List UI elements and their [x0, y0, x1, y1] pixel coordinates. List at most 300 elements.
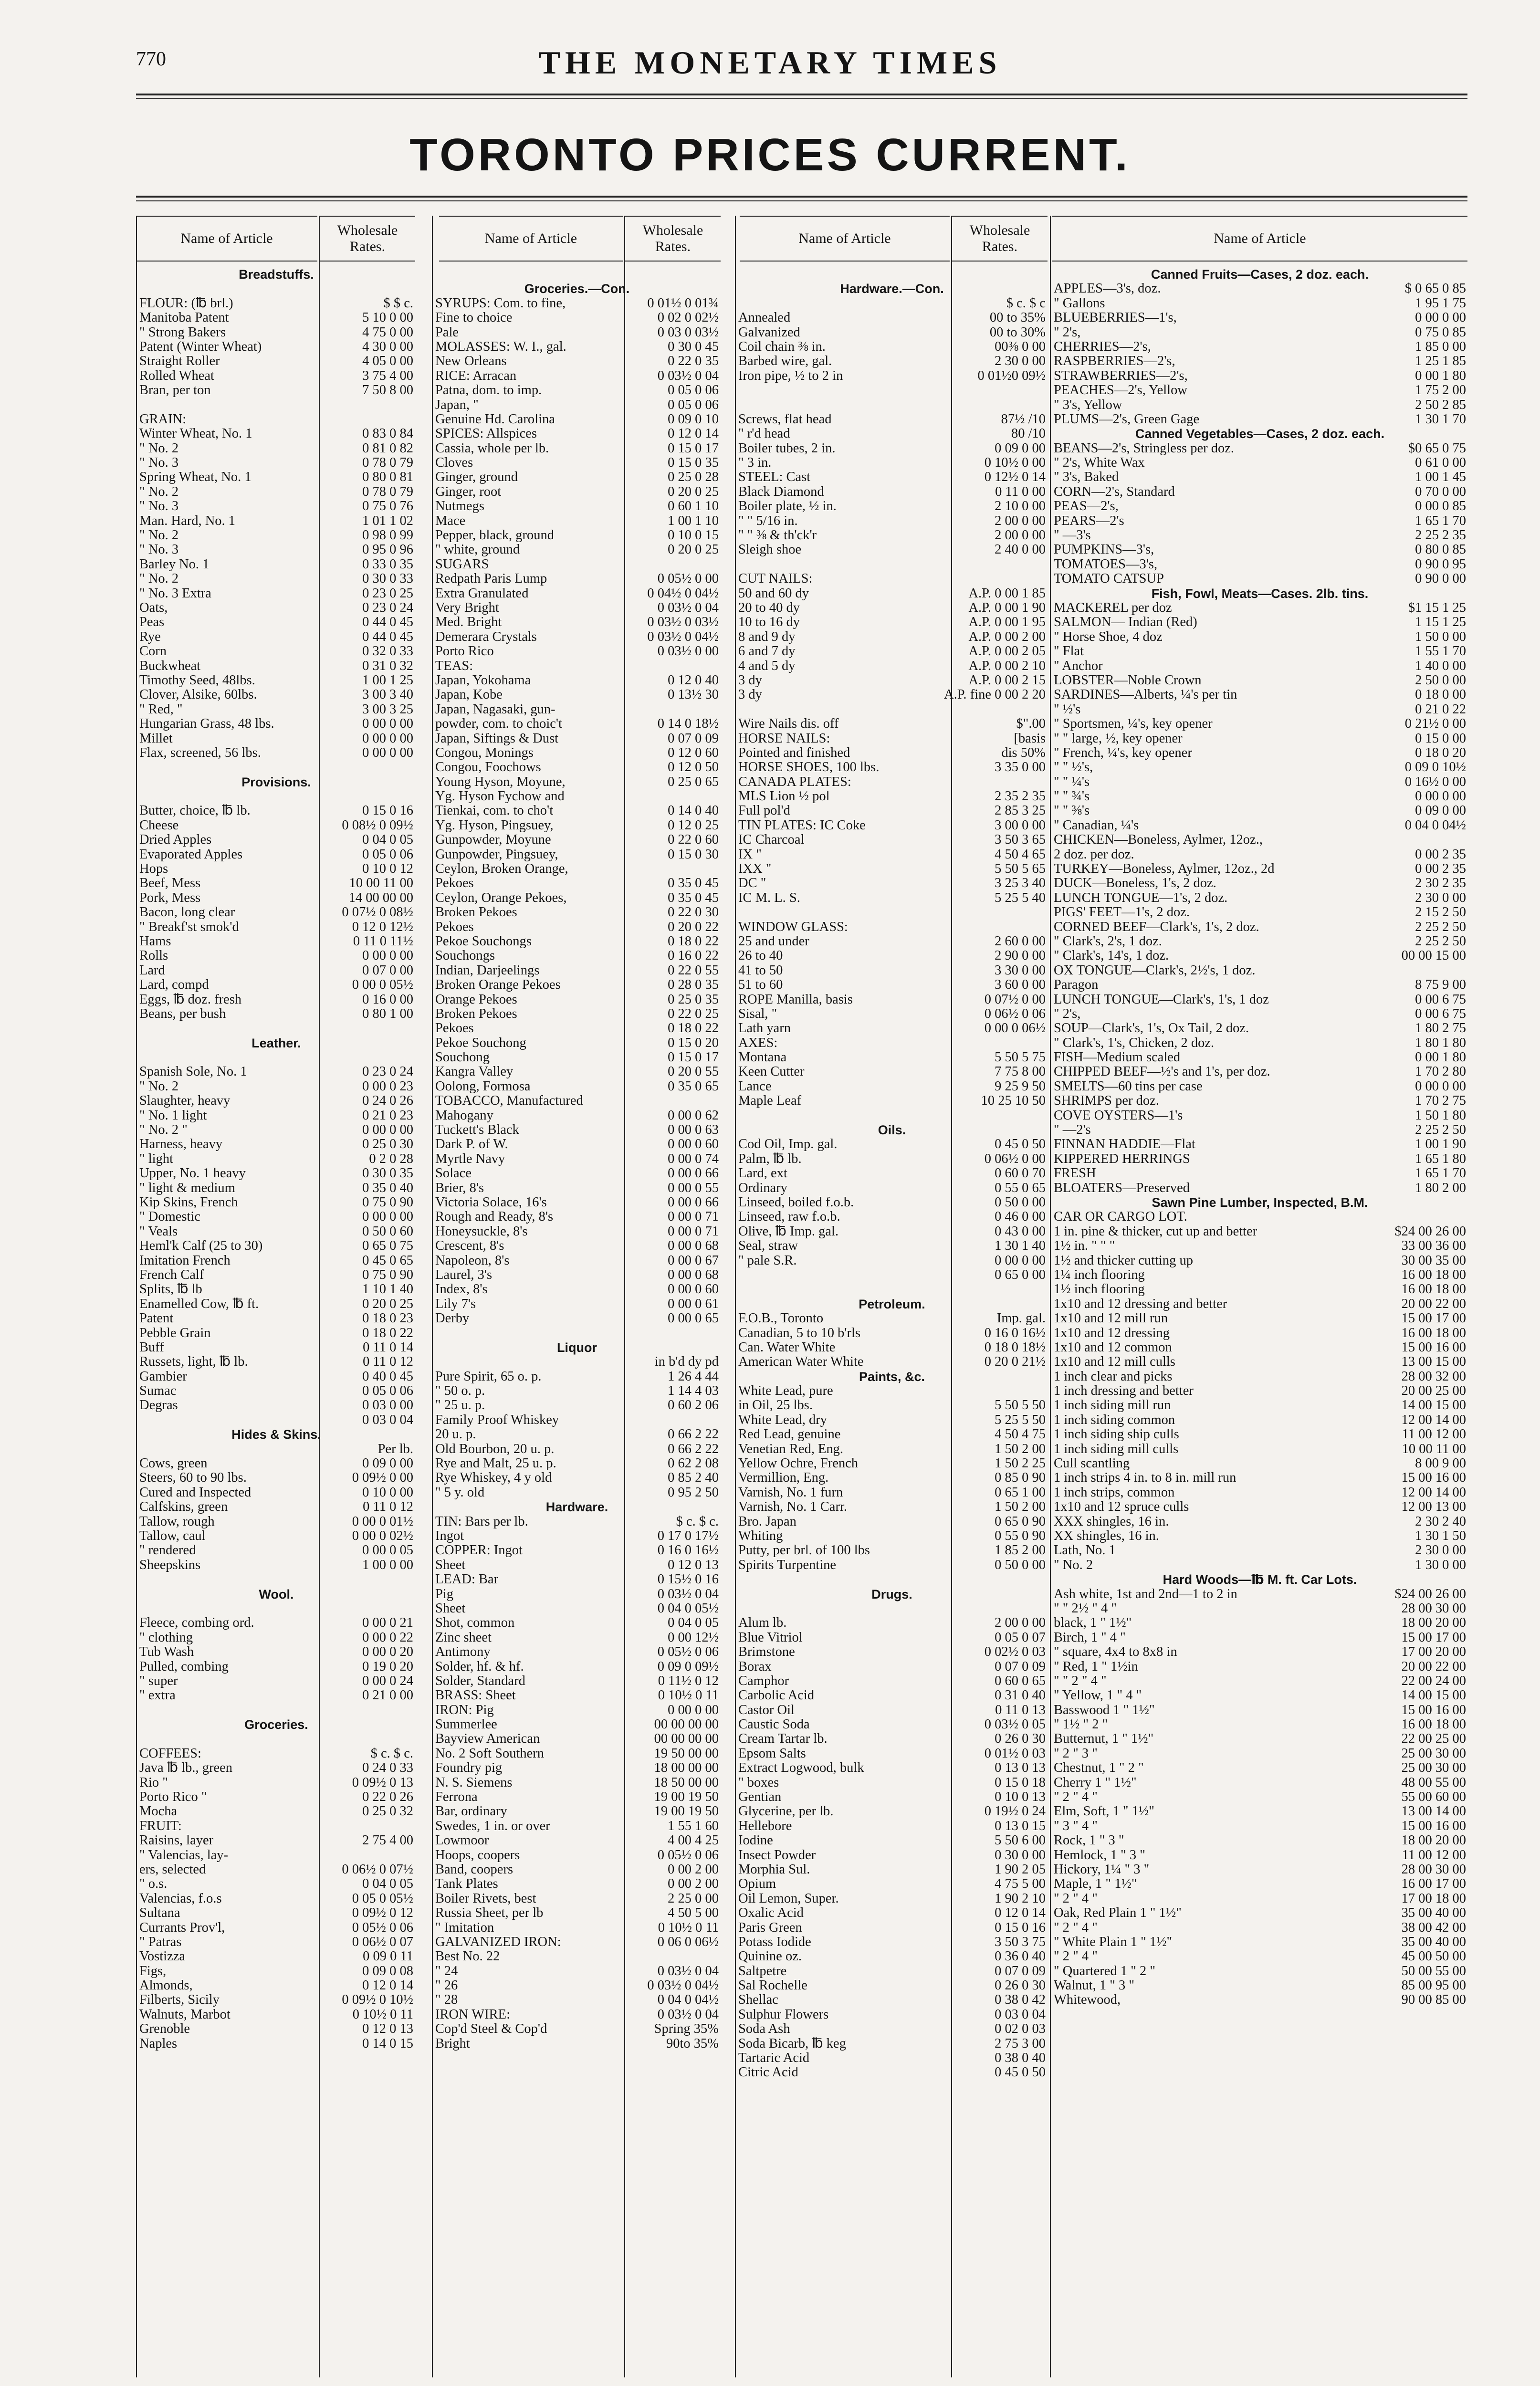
wholesale-rate: 0 31 0 32	[362, 659, 413, 673]
wholesale-rate: Per lb.	[377, 1442, 413, 1456]
price-row	[738, 1732, 1046, 1746]
article-name: Porto Rico	[435, 644, 494, 659]
wholesale-rate: 2 30 0 00	[995, 354, 1046, 369]
section-heading: Hides & Skins.	[231, 1427, 321, 1442]
price-row	[1054, 1471, 1466, 1485]
price-row	[738, 1819, 1046, 1833]
price-row	[1054, 499, 1466, 513]
price-row	[435, 1616, 719, 1630]
wholesale-rate: 2 25 2 50	[1415, 920, 1466, 934]
wholesale-rate: 0 00 0 63	[668, 1123, 719, 1138]
wholesale-rate: 0 01½ 0 03	[984, 1746, 1046, 1761]
price-row	[139, 1340, 413, 1355]
price-row	[738, 325, 1046, 340]
price-row	[1054, 804, 1466, 818]
wholesale-rate: 0 00 0 61	[668, 1297, 719, 1311]
article-name: Millet	[139, 731, 173, 746]
wholesale-rate: 1 01 1 02	[362, 513, 413, 528]
price-row	[139, 369, 413, 383]
section-heading: Hardware.—Con.	[840, 282, 944, 296]
wholesale-rate: 0 05 0 06	[668, 383, 719, 398]
wholesale-rate: 0 00 6 75	[1415, 1006, 1466, 1021]
price-row	[1054, 1210, 1466, 1224]
wholesale-rate: 0 38 0 40	[995, 2051, 1046, 2066]
wholesale-rate: 0 18 0 18½	[984, 1340, 1046, 1355]
article-name	[139, 789, 410, 804]
wholesale-rate: 2 30 2 40	[1415, 1514, 1466, 1529]
article-name: Raisins, layer	[139, 1833, 214, 1848]
wholesale-rate: 0 14 0 15	[362, 2036, 413, 2051]
article-name: Clover, Alsike, 60lbs.	[139, 688, 257, 702]
wholesale-rate: 0 07½ 0 00	[984, 992, 1046, 1007]
wholesale-rate	[410, 1703, 413, 1717]
wholesale-rate: 0 18 0 22	[668, 1021, 719, 1036]
price-row	[435, 1079, 719, 1094]
wholesale-rate: 0 00 0 67	[668, 1253, 719, 1268]
price-row	[139, 470, 413, 484]
wholesale-rate: 0 62 2 08	[668, 1456, 719, 1471]
wholesale-rate: 0 03½ 0 04	[657, 2007, 719, 2022]
price-row	[1054, 1587, 1466, 1601]
wholesale-rate: 0 05 0 06	[362, 1384, 413, 1399]
article-name: Sulphur Flowers	[738, 2007, 829, 2022]
wholesale-rate: 1 00 1 10	[668, 513, 719, 528]
wholesale-rate	[1043, 557, 1046, 572]
price-row	[738, 528, 1046, 543]
article-name: Summerlee	[435, 1717, 497, 1732]
price-row	[738, 659, 1046, 673]
wholesale-rate	[716, 659, 719, 673]
wholesale-rate: 0 00 2 35	[1415, 862, 1466, 877]
wholesale-rate: 2 30 2 35	[1415, 876, 1466, 891]
wholesale-rate: 0 31 0 40	[995, 1688, 1046, 1703]
wholesale-rate: in b'd dy pd	[654, 1355, 719, 1370]
wholesale-rate: 0 81 0 82	[362, 441, 413, 456]
wholesale-rate: 0 00 0 05	[362, 1543, 413, 1558]
article-name: " 2's, White Wax	[1054, 456, 1145, 471]
article-name: " boxes	[738, 1775, 779, 1790]
wholesale-rate: 0 10 0 15	[668, 528, 719, 543]
price-row	[738, 1500, 1046, 1514]
price-row	[1054, 1239, 1466, 1253]
article-name: Montana	[738, 1050, 787, 1065]
wholesale-rate: 3 25 3 40	[995, 876, 1046, 891]
price-row	[139, 804, 413, 818]
article-name: Wire Nails dis. off	[738, 717, 839, 732]
article-name: Naples	[139, 2036, 178, 2051]
price-row	[1054, 1370, 1466, 1384]
article-name: " square, 4x4 to 8x8 in	[1054, 1645, 1177, 1660]
wholesale-rate: 0 12 0 60	[668, 745, 719, 760]
article-name: " 2's,	[1054, 1006, 1081, 1021]
article-name: 1x10 and 12 dressing and better	[1054, 1297, 1227, 1311]
article-name: Cows, green	[139, 1456, 208, 1471]
price-row	[139, 760, 413, 774]
wholesale-rate: 2 30 0 00	[1415, 1543, 1466, 1558]
price-row	[1054, 1833, 1466, 1848]
price-row	[139, 1515, 413, 1529]
wholesale-rate: 4 50 4 65	[995, 847, 1046, 862]
article-name: Japan, "	[435, 398, 479, 412]
wholesale-rate: A.P. 0 00 1 90	[968, 600, 1046, 615]
price-row	[139, 615, 413, 629]
price-row	[1054, 688, 1466, 702]
wholesale-rate: 0 16 0 22	[668, 949, 719, 963]
article-name: SMELTS—60 tins per case	[1054, 1079, 1203, 1094]
article-name: IC M. L. S.	[738, 890, 800, 905]
price-row	[139, 1398, 413, 1413]
article-name: MLS Lion ½ pol	[738, 789, 830, 804]
article-name: Tank Plates	[435, 1877, 498, 1892]
wholesale-rate: 18 50 00 00	[654, 1775, 719, 1790]
article-name: " Clark's, 1's, Chicken, 2 doz.	[1054, 1036, 1215, 1050]
wholesale-rate: 0 07 0 09	[995, 1659, 1046, 1674]
article-name: Gunpowder, Moyune	[435, 833, 551, 848]
price-row	[435, 1935, 719, 1949]
article-name: " Anchor	[1054, 659, 1103, 673]
price-row	[1054, 1268, 1466, 1282]
wholesale-rate: 0 14 0 40	[668, 804, 719, 818]
article-name: 1x10 and 12 mill run	[1054, 1311, 1168, 1326]
article-name: " Imitation	[435, 1920, 494, 1935]
wholesale-rate	[1043, 905, 1046, 920]
wholesale-rate: 0 25 0 28	[668, 470, 719, 485]
wholesale-rate: 0 06 0 06½	[657, 1935, 719, 1949]
article-name: Olive, ℔ Imp. gal.	[738, 1224, 839, 1239]
article-name: 3 dy	[738, 688, 762, 702]
wholesale-rate: 55 00 60 00	[1401, 1790, 1466, 1805]
wholesale-rate: 0 04 0 05½	[657, 1601, 719, 1616]
price-row	[435, 441, 719, 456]
wholesale-rate: 0 10½ 0 11	[658, 1688, 719, 1703]
wholesale-rate: 16 00 18 00	[1401, 1717, 1466, 1732]
price-row	[139, 876, 413, 890]
wholesale-rate: 50 00 55 00	[1401, 1964, 1466, 1978]
price-row	[738, 1949, 1046, 1964]
price-row	[738, 876, 1046, 890]
article-name: Napoleon, 8's	[435, 1253, 510, 1268]
article-name: Sisal, "	[738, 1006, 777, 1021]
wholesale-rate: 0 04 0 04½	[657, 1993, 719, 2008]
article-name: " 26	[435, 1978, 458, 1993]
price-row	[1054, 398, 1466, 412]
price-row	[139, 862, 413, 876]
article-name: PEACHES—2's, Yellow	[1054, 383, 1187, 398]
wholesale-rate: 0 17 0 17½	[657, 1528, 719, 1543]
wholesale-rate: 22 00 24 00	[1401, 1674, 1466, 1688]
wholesale-rate: 28 00 30 00	[1401, 1601, 1466, 1616]
article-name: 1 inch siding mill culls	[1054, 1442, 1179, 1456]
article-name: Yellow Ochre, French	[738, 1456, 859, 1471]
price-row	[435, 1877, 719, 1891]
article-name: " —2's	[1054, 1123, 1091, 1138]
wholesale-rate: dis 50%	[1001, 745, 1046, 760]
price-row	[738, 441, 1046, 456]
wholesale-rate: 3 30 0 00	[995, 963, 1046, 978]
price-row	[139, 383, 413, 398]
title-rule-thin	[136, 200, 1467, 201]
wholesale-rate: 00 00 00 00	[654, 1732, 719, 1747]
article-name: " French, ¼'s, key opener	[1054, 745, 1192, 760]
article-name: " Gallons	[1054, 296, 1105, 311]
wholesale-rate: 1 14 4 03	[668, 1384, 719, 1399]
wholesale-rate: 0 09½ 0 00	[352, 1471, 413, 1486]
price-row	[435, 760, 719, 774]
price-row	[139, 1935, 413, 1949]
article-name: Shellac	[738, 1993, 778, 2008]
price-row	[139, 1761, 413, 1775]
article-name: New Orleans	[435, 354, 507, 369]
price-row	[1054, 862, 1466, 876]
wholesale-rate: 0 20 0 25	[668, 543, 719, 557]
wholesale-rate: 1 80 2 75	[1415, 1021, 1466, 1036]
wholesale-rate: 0 10½ 0 11	[658, 1920, 719, 1935]
article-name: " r'd head	[738, 427, 790, 441]
article-name: PLUMS—2's, Green Gage	[1054, 412, 1200, 427]
article-name: Whitewood,	[1054, 1993, 1121, 2008]
price-row	[139, 1674, 413, 1688]
price-row	[435, 1427, 719, 1442]
price-row	[435, 601, 719, 615]
wholesale-rate: 25 00 30 00	[1401, 1746, 1466, 1761]
article-name: 1 in. pine & thicker, cut up and better	[1054, 1224, 1257, 1239]
price-row	[139, 1109, 413, 1123]
wholesale-rate: 12 00 14 00	[1401, 1413, 1466, 1427]
wholesale-rate: A.P. 0 00 1 95	[968, 615, 1046, 630]
wholesale-rate: 35 00 40 00	[1401, 1935, 1466, 1949]
price-row	[435, 325, 719, 340]
article-name: SOUP—Clark's, 1's, Ox Tail, 2 doz.	[1054, 1021, 1249, 1036]
article-name: STEEL: Cast	[738, 470, 811, 485]
wholesale-rate: 0 61 0 00	[1415, 456, 1466, 471]
wholesale-rate: 0 01½0 09½	[977, 368, 1046, 383]
wholesale-rate: 12 00 14 00	[1401, 1485, 1466, 1500]
price-row	[1054, 1892, 1466, 1906]
price-row	[139, 1645, 413, 1659]
wholesale-rate: 3 00 3 25	[362, 702, 413, 717]
wholesale-rate: 0 09½ 0 10½	[342, 1993, 413, 2008]
price-row	[435, 1007, 719, 1021]
wholesale-rate: 0 03½ 0 05	[984, 1717, 1046, 1732]
price-row	[435, 1195, 719, 1210]
price-row	[139, 659, 413, 673]
article-name: 1x10 and 12 spruce culls	[1054, 1500, 1189, 1515]
wholesale-rate	[410, 1848, 413, 1863]
wholesale-rate: 1 65 1 70	[1415, 513, 1466, 528]
article-name: Iodine	[738, 1833, 773, 1848]
price-row	[738, 1442, 1046, 1456]
article-name: Oats,	[139, 600, 168, 615]
article-name: IRON: Pig	[435, 1703, 494, 1717]
wholesale-rate: 0 03 0 00	[362, 1398, 413, 1413]
divider	[136, 216, 137, 2377]
price-row	[435, 775, 719, 789]
price-row	[435, 1355, 719, 1369]
article-name: Vermillion, Eng.	[738, 1471, 829, 1486]
wholesale-rate	[1463, 1210, 1466, 1224]
price-row	[435, 702, 719, 717]
price-row	[738, 2037, 1046, 2051]
article-name: White Lead, pure	[738, 1384, 833, 1399]
price-row	[139, 485, 413, 499]
price-row	[738, 601, 1046, 615]
wholesale-rate: 2 60 0 00	[995, 934, 1046, 949]
wholesale-rate: 2 30 0 00	[1415, 890, 1466, 905]
price-row	[435, 369, 719, 383]
price-row	[1054, 1050, 1466, 1065]
wholesale-rate: 0 03½ 0 04	[657, 600, 719, 615]
wholesale-rate: 7 75 8 00	[995, 1065, 1046, 1079]
price-row	[139, 1079, 413, 1094]
article-name: " No. 3	[139, 499, 179, 514]
article-name: Bar, ordinary	[435, 1804, 507, 1819]
price-row	[1054, 470, 1466, 484]
wholesale-rate: 2 75 4 00	[362, 1833, 413, 1848]
price-row	[139, 818, 413, 833]
price-row	[139, 2022, 413, 2036]
price-row	[435, 586, 719, 601]
price-row	[139, 1413, 413, 1427]
article-name: FINNAN HADDIE—Flat	[1054, 1137, 1195, 1152]
article-name: Paris Green	[738, 1920, 802, 1935]
wholesale-rate: 3 75 4 00	[362, 368, 413, 383]
price-row	[139, 1993, 413, 2007]
price-row	[139, 1021, 413, 1036]
article-name: " 2 " 4 "	[1054, 1920, 1098, 1935]
wholesale-rate: 0 00 0 66	[668, 1166, 719, 1181]
price-row	[1054, 732, 1466, 746]
wholesale-rate: 0 44 0 45	[362, 615, 413, 630]
wholesale-rate: 0 23 0 25	[362, 586, 413, 601]
price-row	[738, 1747, 1046, 1761]
wholesale-rate: 0 21 0 00	[362, 1688, 413, 1703]
article-name: TEAS:	[435, 659, 473, 673]
wholesale-rate: 0 23 0 24	[362, 600, 413, 615]
price-row	[139, 644, 413, 659]
article-name: 6 and 7 dy	[738, 644, 796, 659]
wholesale-rate: 0 21½ 0 00	[1404, 717, 1466, 732]
article-name: " Domestic	[139, 1210, 200, 1224]
price-row	[1054, 1224, 1466, 1239]
wholesale-rate: 0 07 0 09	[995, 1964, 1046, 1978]
wholesale-rate: 0 20 0 55	[668, 1065, 719, 1079]
price-row	[1054, 1848, 1466, 1863]
wholesale-rate: 0 60 2 06	[668, 1398, 719, 1413]
price-row	[139, 673, 413, 688]
price-row	[435, 833, 719, 847]
article-name: Patent (Winter Wheat)	[139, 339, 262, 354]
section-heading: Groceries.—Con.	[524, 282, 630, 296]
article-name: Insect Powder	[738, 1848, 816, 1863]
article-name: HORSE SHOES, 100 lbs.	[738, 760, 880, 775]
price-row	[139, 702, 413, 717]
section-heading: Hardware.	[545, 1500, 608, 1515]
article-name: TIN: Bars per lb.	[435, 1514, 528, 1529]
article-name: SARDINES—Alberts, ¼'s per tin	[1054, 688, 1237, 702]
article-name: RASPBERRIES—2's,	[1054, 354, 1175, 369]
wholesale-rate: 5 50 6 00	[995, 1833, 1046, 1848]
wholesale-rate: 0 30 0 33	[362, 572, 413, 586]
wholesale-rate: 0 00 2 35	[1415, 847, 1466, 862]
article-name: Lard	[139, 963, 165, 978]
price-row	[139, 1050, 413, 1065]
article-name: Ginger, ground	[435, 470, 518, 485]
wholesale-rate	[1043, 775, 1046, 789]
price-row	[139, 1833, 413, 1848]
wholesale-rate	[1043, 702, 1046, 717]
price-row	[1054, 557, 1466, 572]
article-name: " Valencias, lay-	[139, 1848, 229, 1863]
price-row	[139, 833, 413, 847]
wholesale-rate: 1 85 0 00	[1415, 339, 1466, 354]
article-name: Ash white, 1st and 2nd—1 to 2 in	[1054, 1587, 1237, 1601]
article-name: Bayview American	[435, 1732, 540, 1747]
article-name: Pale	[435, 325, 459, 340]
wholesale-rate: 15 00 17 00	[1401, 1630, 1466, 1645]
article-name: Carbolic Acid	[738, 1688, 815, 1703]
wholesale-rate: 0 00 0 55	[668, 1181, 719, 1195]
wholesale-rate: 0 32 0 33	[362, 644, 413, 659]
wholesale-rate: 1 95 1 75	[1415, 296, 1466, 311]
price-row	[435, 1065, 719, 1079]
wholesale-rate: 0 08½ 0 09½	[342, 818, 413, 833]
price-row	[738, 1529, 1046, 1543]
price-row	[738, 1036, 1046, 1050]
wholesale-rate: 0 03½ 0 04½	[647, 1978, 719, 1993]
wholesale-rate: 2 15 2 50	[1415, 905, 1466, 920]
wholesale-rate: 5 50 5 65	[995, 862, 1046, 877]
price-row	[435, 1137, 719, 1151]
article-name: Sleigh shoe	[738, 543, 802, 557]
wholesale-rate: 0 43 0 00	[995, 1224, 1046, 1239]
price-row	[435, 470, 719, 484]
article-name: FLOUR: (℔ brl.)	[139, 296, 233, 311]
article-name: Cloves	[435, 456, 473, 471]
wholesale-rate	[1043, 920, 1046, 934]
wholesale-rate: 90to 35%	[666, 2036, 719, 2051]
article-name: Putty, per brl. of 100 lbs	[738, 1543, 870, 1558]
article-name: Porto Rico "	[139, 1790, 207, 1805]
price-row	[738, 1050, 1046, 1065]
price-row	[738, 775, 1046, 789]
article-name: Mace	[435, 513, 466, 528]
wholesale-rate	[410, 282, 413, 296]
price-row	[1054, 1456, 1466, 1471]
price-row	[738, 572, 1046, 586]
article-name: Band, coopers	[435, 1862, 513, 1877]
article-name	[738, 1268, 992, 1282]
article-name: Bro. Japan	[738, 1514, 796, 1529]
wholesale-rate: 2 00 0 00	[995, 513, 1046, 528]
article-name: Cherry 1 " 1½"	[1054, 1775, 1137, 1790]
article-name: Boiler plate, ½ in.	[738, 499, 837, 514]
price-row	[738, 543, 1046, 557]
price-row	[435, 1413, 719, 1427]
wholesale-rate: 0 18 0 22	[668, 934, 719, 949]
article-name: " rendered	[139, 1543, 196, 1558]
article-name: Pure Spirit, 65 o. p.	[435, 1369, 542, 1384]
article-name: Rye and Malt, 25 u. p.	[435, 1456, 556, 1471]
article-name: Patent	[139, 1311, 174, 1326]
article-name: Yg. Hyson Fychow and	[435, 789, 565, 804]
price-row	[1054, 1993, 1466, 2007]
section-heading: Wool.	[259, 1587, 294, 1601]
wholesale-rate: 17 00 20 00	[1401, 1645, 1466, 1660]
wholesale-rate: 0 00 0 74	[668, 1151, 719, 1166]
article-name: Lowmoor	[435, 1833, 489, 1848]
price-row	[1054, 1529, 1466, 1543]
wholesale-rate: 5 25 5 40	[995, 890, 1046, 905]
